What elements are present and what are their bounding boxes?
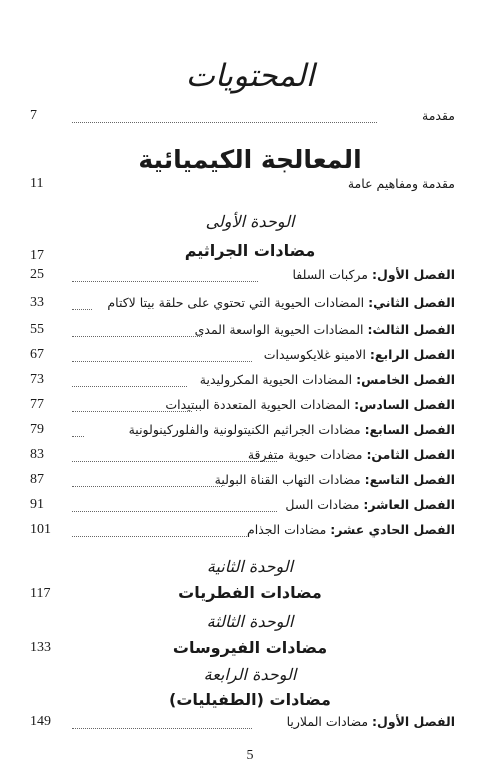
chapter-prefix: الفصل الحادي عشر: xyxy=(330,522,455,537)
page-number: 55 xyxy=(30,322,44,337)
chapter-title: المضادات الحيوية المتعددة الببتيدات xyxy=(165,397,355,412)
leader-dots xyxy=(72,461,277,462)
page-number: 73 xyxy=(30,372,44,387)
chapter-row[interactable] xyxy=(30,714,455,736)
entry-label: مقدمة xyxy=(422,108,455,123)
chapter-label xyxy=(285,497,455,512)
page-number: 87 xyxy=(30,472,44,487)
entry-label: مقدمة ومفاهيم عامة xyxy=(347,176,455,191)
page-number: 11 xyxy=(30,176,44,191)
chapter-prefix: الفصل الخامس: xyxy=(356,372,455,387)
chapter-title: مضادات الجراثيم الكنيتولونية والفلوركينولونية xyxy=(128,422,365,437)
chapter-title: مركبات السلفا xyxy=(292,267,372,282)
unit-4-title: مضادات (الطفيليات) xyxy=(169,690,331,709)
leader-dots xyxy=(72,511,277,512)
chapter-prefix: الفصل الثامن: xyxy=(366,447,455,462)
chapter-label xyxy=(215,472,455,487)
unit-2-label: الوحدة الثانية xyxy=(206,557,294,576)
chapter-label xyxy=(200,372,455,387)
page-number: 149 xyxy=(30,714,51,729)
page-number: 33 xyxy=(30,295,44,310)
folio-page-number: 5 xyxy=(246,748,254,763)
leader-dots xyxy=(72,728,252,729)
chapter-label xyxy=(247,522,455,537)
leader-dots xyxy=(72,436,84,437)
chapter-title: مضادات حيوية متفرقة xyxy=(247,447,367,462)
chapter-row[interactable] xyxy=(30,472,455,494)
chapter-row[interactable] xyxy=(30,372,455,394)
chapter-row[interactable] xyxy=(30,347,455,369)
chapter-row[interactable] xyxy=(30,447,455,469)
chapter-title: مضادات الملاريا xyxy=(286,714,372,729)
chapter-prefix: الفصل الثاني: xyxy=(368,295,455,310)
unit-3-label: الوحدة الثالثة xyxy=(206,612,294,631)
page-number: 67 xyxy=(30,347,44,362)
unit-4-label: الوحدة الرابعة xyxy=(203,665,297,684)
chapter-label xyxy=(287,714,455,729)
toc-row-intro[interactable] xyxy=(30,108,455,130)
chapter-title: مضادات السل xyxy=(285,497,364,512)
chapter-prefix: الفصل السادس: xyxy=(354,397,455,412)
page-number: 101 xyxy=(30,522,51,537)
unit-3-page: 133 xyxy=(30,640,51,655)
leader-dots xyxy=(72,386,187,387)
chapter-row[interactable] xyxy=(30,267,455,289)
leader-dots xyxy=(72,336,202,337)
chapter-prefix: الفصل التاسع: xyxy=(364,472,455,487)
unit-1-page: 17 xyxy=(30,248,44,263)
chapter-title: المضادات الحيوية المكروليدية xyxy=(199,372,357,387)
leader-dots xyxy=(72,309,92,310)
chapter-row[interactable] xyxy=(30,422,455,444)
page-number: 77 xyxy=(30,397,44,412)
unit-2-title: مضادات الفطريات xyxy=(178,583,322,602)
chapter-row[interactable] xyxy=(30,295,455,317)
unit-2-page: 117 xyxy=(30,586,51,601)
leader-dots xyxy=(72,486,222,487)
chapter-row[interactable] xyxy=(30,397,455,419)
leader-dots xyxy=(72,361,252,362)
chapter-prefix: الفصل العاشر: xyxy=(363,497,455,512)
unit-1-title: مضادات الجراثيم xyxy=(184,241,316,260)
chapter-row[interactable] xyxy=(30,322,455,344)
chapter-prefix: الفصل الأول: xyxy=(371,267,455,282)
leader-dots xyxy=(72,122,377,123)
chapter-label xyxy=(248,447,455,462)
page-number: 7 xyxy=(30,108,37,123)
leader-dots xyxy=(72,536,247,537)
chapter-row[interactable] xyxy=(30,522,455,544)
leader-dots xyxy=(72,281,258,282)
toc-row-section-intro[interactable] xyxy=(30,176,455,198)
chapter-title: المضادات الحيوية الواسعة المدى xyxy=(194,322,368,337)
chapter-title: الامينو غلايكوسيدات xyxy=(263,347,370,362)
chapter-title: مضادات الجذام xyxy=(247,522,331,537)
page-number: 25 xyxy=(30,267,44,282)
page-number: 83 xyxy=(30,447,44,462)
chapter-row[interactable] xyxy=(30,497,455,519)
chapter-prefix: الفصل السابع: xyxy=(364,422,455,437)
chapter-label xyxy=(264,347,455,362)
page-title: المحتويات xyxy=(185,58,315,94)
chapter-prefix: الفصل الأول: xyxy=(371,714,455,729)
chapter-title: المضادات الحيوية التي تحتوي على حلقة بيتا لاكتام xyxy=(107,295,369,310)
chapter-prefix: الفصل الرابع: xyxy=(369,347,455,362)
chapter-label xyxy=(165,397,455,412)
chapter-label xyxy=(195,322,455,337)
chapter-label xyxy=(129,422,455,437)
chapter-prefix: الفصل الثالث: xyxy=(367,322,455,337)
page-number: 79 xyxy=(30,422,44,437)
chapter-title: مضادات التهاب القناة البولية xyxy=(214,472,365,487)
unit-1-label: الوحدة الأولى xyxy=(205,212,295,231)
page-number: 91 xyxy=(30,497,44,512)
chapter-label xyxy=(292,267,455,282)
unit-3-title: مضادات الفيروسات xyxy=(172,638,328,657)
section-heading: المعالجة الكيميائية xyxy=(138,145,362,174)
chapter-label xyxy=(107,295,455,310)
